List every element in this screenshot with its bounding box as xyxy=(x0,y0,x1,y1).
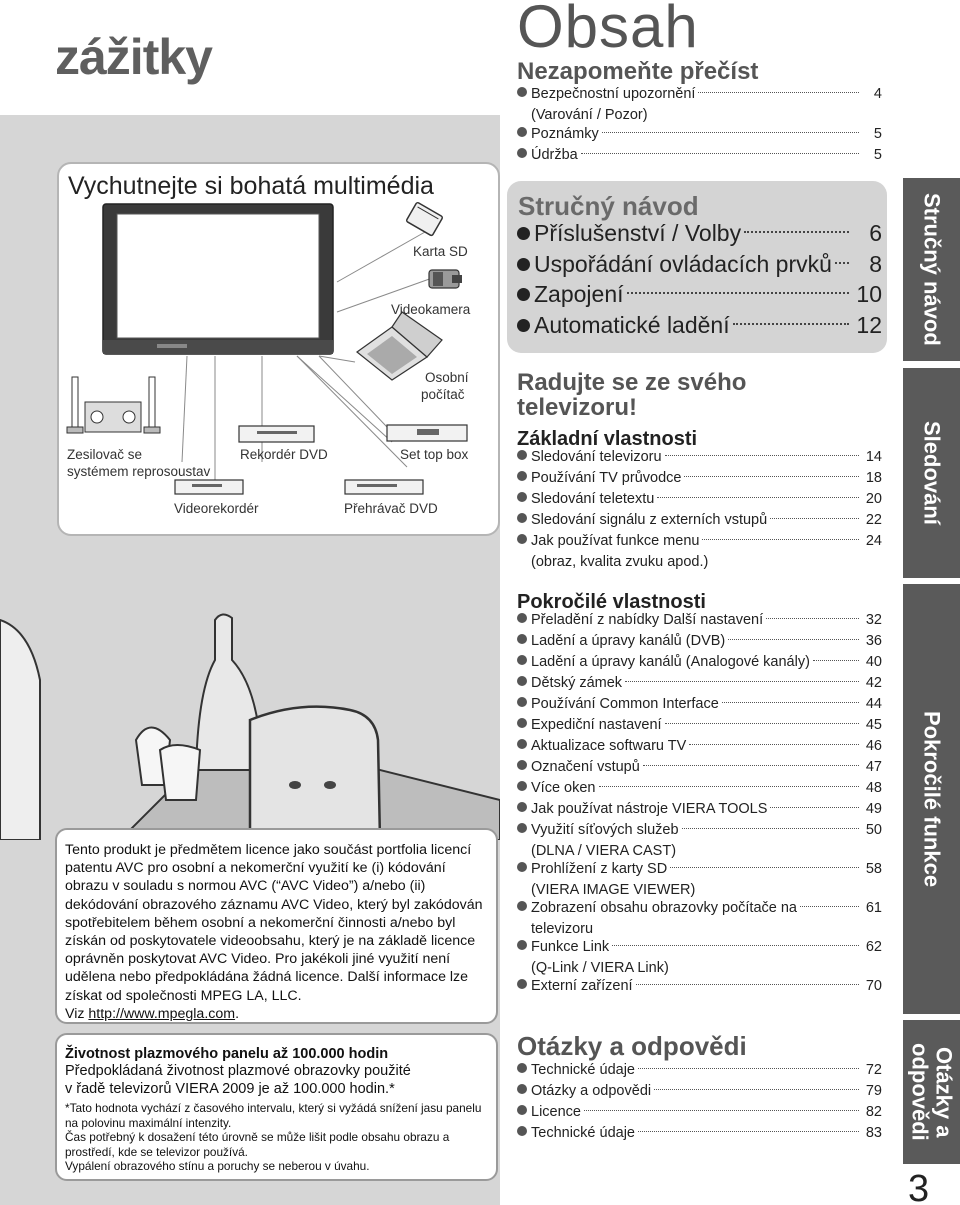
bullet-icon xyxy=(517,979,527,989)
tab-quick-guide[interactable] xyxy=(903,178,960,361)
toc-entry-title: Ladění a úpravy kanálů (DVB) xyxy=(531,633,726,649)
toc-entry[interactable] xyxy=(517,1083,882,1104)
toc-entry-page: 10 xyxy=(856,281,882,307)
left-header-area xyxy=(0,0,500,115)
bullet-icon xyxy=(517,901,527,911)
toc-entry-title: Jak používat funkce menu xyxy=(531,533,700,549)
toc-entry[interactable] xyxy=(517,801,882,822)
toc-entry[interactable] xyxy=(517,978,882,999)
dot-leader xyxy=(800,906,859,907)
toc-entry-title: Licence xyxy=(531,1104,581,1120)
bullet-icon xyxy=(517,319,530,332)
bullet-icon xyxy=(517,676,527,686)
dot-leader xyxy=(698,92,859,93)
dot-leader xyxy=(665,455,859,456)
dot-leader xyxy=(689,744,859,745)
advanced-features-list xyxy=(517,612,882,999)
must-read-title: Nezapomeňte přečíst xyxy=(517,58,759,85)
toc-entry-title: Zobrazení obsahu obrazovky počítače na xyxy=(531,900,797,916)
bullet-icon xyxy=(517,760,527,770)
toc-entry[interactable] xyxy=(517,1062,882,1083)
bullet-icon xyxy=(517,697,527,707)
toc-entry[interactable] xyxy=(517,1104,882,1125)
license-link-prefix: Viz xyxy=(65,1005,89,1022)
toc-entry[interactable] xyxy=(517,251,882,282)
set-top-box-icon xyxy=(387,425,467,441)
tab-faq[interactable] xyxy=(903,1020,960,1164)
basic-features-list xyxy=(517,449,882,573)
dot-leader xyxy=(670,867,859,868)
dot-leader xyxy=(702,539,859,540)
bullet-icon xyxy=(517,823,527,833)
camcorder-icon xyxy=(429,270,462,288)
tab-faq-label xyxy=(908,1043,956,1141)
dot-leader xyxy=(612,945,859,946)
toc-entry-page: 82 xyxy=(865,1104,882,1120)
toc-entry[interactable] xyxy=(517,126,882,147)
toc-entry-page: 14 xyxy=(865,449,882,465)
lifetime-note-3: Vypálení obrazového stínu a poruchy se neberou v úvahu. xyxy=(65,1159,370,1174)
label-dvd-player: Přehrávač DVD xyxy=(344,501,438,516)
bullet-icon xyxy=(517,613,527,623)
toc-entry-page: 5 xyxy=(873,126,882,142)
toc-entry[interactable] xyxy=(517,633,882,654)
toc-entry-page: 22 xyxy=(865,512,882,528)
toc-entry-page: 6 xyxy=(869,220,882,246)
bullet-icon xyxy=(517,940,527,950)
dot-leader xyxy=(602,132,859,133)
label-amplifier-1: Zesilovač se xyxy=(67,447,143,462)
toc-entry-page: 49 xyxy=(865,801,882,817)
toc-entry-page: 58 xyxy=(865,861,882,877)
dot-leader xyxy=(733,323,849,325)
toc-entry[interactable] xyxy=(517,281,882,312)
dot-leader xyxy=(599,786,860,787)
toc-entry[interactable] xyxy=(517,939,882,976)
dot-leader xyxy=(584,1110,859,1111)
living-room-illustration xyxy=(0,600,500,840)
dot-leader xyxy=(682,828,859,829)
toc-entry[interactable] xyxy=(517,696,882,717)
toc-entry-page: 47 xyxy=(865,759,882,775)
label-pc-1: Osobní xyxy=(425,370,469,385)
bullet-icon xyxy=(517,471,527,481)
toc-entry-page: 70 xyxy=(865,978,882,994)
toc-entry-page: 20 xyxy=(865,491,882,507)
bullet-icon xyxy=(517,1084,527,1094)
toc-entry-page: 72 xyxy=(865,1062,882,1078)
toc-entry-page: 46 xyxy=(865,738,882,754)
toc-entry-title: Technické údaje xyxy=(531,1125,635,1141)
toc-entry-title: Uspořádání ovládacích prvků xyxy=(534,250,832,277)
enjoy-title-line-2: televizoru! xyxy=(517,394,638,421)
toc-entry-page: 45 xyxy=(865,717,882,733)
faq-list xyxy=(517,1062,882,1146)
toc-entry[interactable] xyxy=(517,86,882,123)
bullet-icon xyxy=(517,288,530,301)
toc-entry[interactable] xyxy=(517,861,882,898)
toc-entry-title: Zapojení xyxy=(534,281,624,307)
bullet-icon xyxy=(517,862,527,872)
toc-entry-page: 50 xyxy=(865,822,882,838)
dot-leader xyxy=(638,1131,859,1132)
bullet-icon xyxy=(517,148,527,158)
lifetime-line-2-wrap xyxy=(65,1081,488,1099)
dot-leader xyxy=(728,639,859,640)
toc-entry-page: 12 xyxy=(856,311,882,338)
toc-entry-title: Více oken xyxy=(531,780,596,796)
label-pc-2: počítač xyxy=(421,387,465,402)
faq-title: Otázky a odpovědi xyxy=(517,1031,747,1061)
toc-entry-title: Dětský zámek xyxy=(531,675,623,691)
toc-entry-subtitle: (Q-Link / VIERA Link) xyxy=(531,960,669,976)
toc-entry-page: 61 xyxy=(865,900,882,916)
toc-entry[interactable] xyxy=(517,738,882,759)
section-title: zážitky xyxy=(55,29,212,85)
toc-entry[interactable] xyxy=(517,1125,882,1146)
toc-entry-subtitle: televizoru xyxy=(531,921,594,937)
page-number: 3 xyxy=(908,1168,930,1205)
dot-leader xyxy=(766,618,859,619)
toc-entry[interactable] xyxy=(517,759,882,780)
dot-leader xyxy=(744,231,849,233)
label-amplifier-2: systémem reprosoustav xyxy=(67,464,211,479)
toc-entry-title: Používání Common Interface xyxy=(531,696,719,712)
bullet-icon xyxy=(517,1063,527,1073)
toc-entry-page: 24 xyxy=(865,533,882,549)
bullet-icon xyxy=(517,492,527,502)
toc-entry[interactable] xyxy=(517,491,882,512)
license-link-suffix: . xyxy=(235,1005,240,1022)
enjoy-title xyxy=(517,370,746,420)
dvd-player-icon xyxy=(345,480,423,494)
bullet-icon xyxy=(517,513,527,523)
toc-entry-page: 5 xyxy=(873,147,882,163)
enjoy-title-line-1: Radujte se ze svého xyxy=(517,369,747,396)
tab-advanced-label: Pokročilé funkce xyxy=(919,710,945,888)
sd-card-icon xyxy=(406,202,443,236)
toc-entry-title: Aktualizace softwaru TV xyxy=(531,738,687,754)
toc-entry[interactable] xyxy=(517,533,882,570)
toc-entry-title: Používání TV průvodce xyxy=(531,470,682,486)
toc-entry-page: 83 xyxy=(865,1125,882,1141)
bullet-icon xyxy=(517,127,527,137)
label-vcr: Videorekordér xyxy=(174,501,259,516)
label-set-top-box: Set top box xyxy=(400,447,469,462)
tab-faq-line-2: odpovědi xyxy=(907,1043,933,1141)
tab-advanced[interactable] xyxy=(903,584,960,1014)
toc-entry[interactable] xyxy=(517,675,882,696)
quick-guide-title: Stručný návod xyxy=(518,191,699,221)
bullet-icon xyxy=(517,718,527,728)
label-dvd-recorder: Rekordér DVD xyxy=(240,447,328,462)
dot-leader xyxy=(684,476,859,477)
bullet-icon xyxy=(517,1126,527,1136)
quick-guide-list xyxy=(517,220,882,342)
toc-entry-title: Prohlížení z karty SD xyxy=(531,861,668,877)
dot-leader xyxy=(665,723,859,724)
basic-features-title: Základní vlastnosti xyxy=(517,428,698,450)
toc-entry[interactable] xyxy=(517,717,882,738)
dot-leader xyxy=(835,262,849,264)
license-text: Tento produkt je předmětem licence jako součást portfolia licencí patentu AVC pro osobní a nekomerční využití ke (i) kódování obrazu v souladu s normou AVC (“AVC Video”) a/nebo (ii) dekódování obrazového záznamu AVC Video, který byl zakódován spotřebitelem během osobní a nekomerční činnosti a/nebo byl získán od poskytovatele videoobsahu, který je na základě licence oprávněn poskytovat AVC Video. Pro jakékoli jiné využití není udělena nebo předpokládána žádná licence. Další informace lze získat od společnosti MPEG LA, LLC. xyxy=(65,842,483,1004)
toc-entry-title: Ladění a úpravy kanálů (Analogové kanály) xyxy=(531,654,810,670)
toc-entry-title: Příslušenství / Volby xyxy=(534,220,742,246)
must-read-list xyxy=(517,86,882,168)
dot-leader xyxy=(813,660,859,661)
toc-entry-title: Otázky a odpovědi xyxy=(531,1083,652,1099)
toc-entry-page: 32 xyxy=(865,612,882,628)
bullet-icon xyxy=(517,227,530,240)
toc-entry[interactable] xyxy=(517,822,882,859)
toc-entry-page: 62 xyxy=(865,939,882,955)
toc-entry[interactable] xyxy=(517,612,882,633)
lifetime-line-1: Předpokládaná životnost plazmové obrazovky použité xyxy=(65,1063,411,1079)
toc-entry-subtitle: (DLNA / VIERA CAST) xyxy=(531,843,677,859)
toc-entry[interactable] xyxy=(517,780,882,801)
television-icon xyxy=(103,204,333,354)
bullet-icon xyxy=(517,655,527,665)
bullet-icon xyxy=(517,87,527,97)
lifetime-note-1: *Tato hodnota vychází z časového intervalu, který si vyžádá snížení jasu panelu na polovinu maximální intenzity. xyxy=(65,1101,482,1130)
dot-leader xyxy=(770,518,859,519)
toc-entry-page: 8 xyxy=(869,250,882,277)
toc-entry-title: Označení vstupů xyxy=(531,759,640,775)
toc-entry-title: Údržba xyxy=(531,147,578,163)
dot-leader xyxy=(625,681,859,682)
bullet-icon xyxy=(517,781,527,791)
tab-faq-line-1: Otázky a xyxy=(931,1046,957,1138)
tab-watching[interactable] xyxy=(903,368,960,578)
lifetime-note-2: Čas potřebný k dosažení této úrovně se může lišit podle obsahu obrazu a prostředí, kde se televizor používá. xyxy=(65,1130,450,1159)
toc-entry-page: 42 xyxy=(865,675,882,691)
tab-watching-label: Sledování xyxy=(919,421,945,525)
dot-leader xyxy=(638,1068,859,1069)
toc-entry-title: Sledování televizoru xyxy=(531,449,662,465)
bullet-icon xyxy=(517,450,527,460)
toc-entry-page: 48 xyxy=(865,780,882,796)
toc-entry-title: Sledování teletextu xyxy=(531,491,655,507)
bullet-icon xyxy=(517,534,527,544)
toc-entry-title: Automatické ladění xyxy=(534,311,730,338)
toc-entry-title: Funkce Link xyxy=(531,939,610,955)
license-notice xyxy=(55,828,498,1024)
dot-leader xyxy=(770,807,859,808)
tab-quick-guide-label: Stručný návod xyxy=(919,193,945,346)
toc-entry-title: Technické údaje xyxy=(531,1062,635,1078)
amplifier-system-icon xyxy=(67,377,160,433)
toc-entry-page: 4 xyxy=(873,86,882,102)
toc-entry-title: Sledování signálu z externích vstupů xyxy=(531,512,768,528)
bullet-icon xyxy=(517,802,527,812)
dot-leader xyxy=(643,765,859,766)
toc-entry-page: 18 xyxy=(865,470,882,486)
toc-entry-subtitle: (Varování / Pozor) xyxy=(531,107,648,123)
bullet-icon xyxy=(517,258,530,271)
vcr-icon xyxy=(175,480,243,494)
bullet-icon xyxy=(517,634,527,644)
toc-entry-title: Externí zařízení xyxy=(531,978,633,994)
dot-leader xyxy=(654,1089,859,1090)
toc-entry-title: Poznámky xyxy=(531,126,599,142)
advanced-features-title: Pokročilé vlastnosti xyxy=(517,591,706,613)
dot-leader xyxy=(636,984,859,985)
toc-entry-page: 40 xyxy=(865,654,882,670)
toc-entry-title: Přeladění z nabídky Další nastavení xyxy=(531,612,764,628)
toc-entry-subtitle: (VIERA IMAGE VIEWER) xyxy=(531,882,696,898)
toc-entry[interactable] xyxy=(517,470,882,491)
lifetime-title: Životnost plazmového panelu až 100.000 hodin xyxy=(65,1046,389,1062)
multimedia-heading: Vychutnejte si bohatá multimédia xyxy=(68,172,434,200)
lifetime-line-2: v řadě televizorů VIERA 2009 je až 100.000 hodin. xyxy=(65,1080,390,1097)
label-camcorder: Videokamera xyxy=(391,302,471,317)
mpegla-link[interactable]: http://www.mpegla.com xyxy=(88,1005,236,1022)
toc-entry-title: Jak používat nástroje VIERA TOOLS xyxy=(531,801,768,817)
toc-entry[interactable] xyxy=(517,900,882,937)
label-sd-card: Karta SD xyxy=(413,244,468,259)
bullet-icon xyxy=(517,739,527,749)
toc-title: Obsah xyxy=(517,0,699,60)
dot-leader xyxy=(581,153,859,154)
toc-entry-title: Expediční nastavení xyxy=(531,717,662,733)
toc-entry[interactable] xyxy=(517,312,882,343)
lifetime-star: * xyxy=(389,1080,395,1097)
bullet-icon xyxy=(517,1105,527,1115)
toc-entry[interactable] xyxy=(517,147,882,168)
dot-leader xyxy=(722,702,859,703)
dot-leader xyxy=(627,292,849,294)
toc-entry[interactable] xyxy=(517,512,882,533)
dvd-recorder-icon xyxy=(239,426,314,442)
dot-leader xyxy=(657,497,859,498)
toc-entry-subtitle: (obraz, kvalita zvuku apod.) xyxy=(531,554,709,570)
toc-entry-page: 44 xyxy=(865,696,882,712)
toc-entry-title: Využití síťových služeb xyxy=(531,822,679,838)
toc-entry[interactable] xyxy=(517,654,882,675)
toc-entry-title: Bezpečnostní upozornění xyxy=(531,86,696,102)
plasma-lifetime-box xyxy=(55,1033,498,1181)
toc-entry[interactable] xyxy=(517,220,882,251)
toc-entry[interactable] xyxy=(517,449,882,470)
toc-entry-page: 79 xyxy=(865,1083,882,1099)
toc-entry-page: 36 xyxy=(865,633,882,649)
